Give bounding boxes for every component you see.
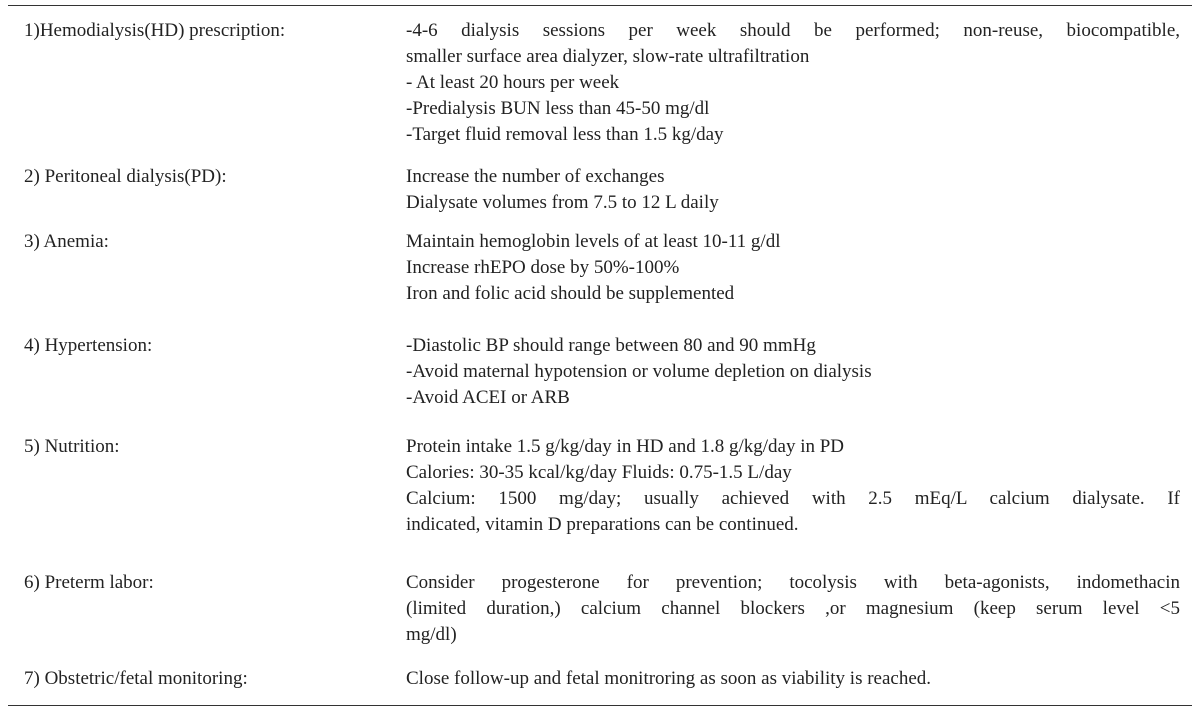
row-label: 3) Anemia: (24, 231, 109, 252)
row-line: (limited duration,) calcium channel blockers ,or magnesium (keep serum level <5 (406, 598, 1180, 619)
row-line: -4-6 dialysis sessions per week should be performed; non-reuse, biocompatible, (406, 20, 1180, 41)
row-line: -Predialysis BUN less than 45-50 mg/dl (406, 98, 710, 119)
row-line: smaller surface area dialyzer, slow-rate ultrafiltration (406, 46, 810, 67)
row-line: - At least 20 hours per week (406, 72, 620, 93)
row-label: 5) Nutrition: (24, 436, 120, 457)
row-content (406, 434, 1180, 538)
row-label: 1)Hemodialysis(HD) prescription: (24, 20, 286, 41)
row-line: Maintain hemoglobin levels of at least 10-11 g/dl (406, 231, 781, 252)
row-line: -Avoid maternal hypotension or volume depletion on dialysis (406, 361, 872, 382)
row-line: -Avoid ACEI or ARB (406, 387, 570, 408)
row-label: 2) Peritoneal dialysis(PD): (24, 166, 227, 187)
row-line: Calories: 30-35 kcal/kg/day Fluids: 0.75-1.5 L/day (406, 462, 792, 483)
row-line: -Diastolic BP should range between 80 and 90 mmHg (406, 335, 816, 356)
row-line: indicated, vitamin D preparations can be continued. (406, 514, 799, 535)
row-line: Increase the number of exchanges (406, 166, 665, 187)
row-label: 7) Obstetric/fetal monitoring: (24, 668, 248, 689)
row-label: 6) Preterm labor: (24, 572, 154, 593)
row-content (406, 666, 1180, 692)
row-content (406, 18, 1180, 148)
row-line: Close follow-up and fetal monitroring as soon as viability is reached. (406, 668, 932, 689)
row-line: Dialysate volumes from 7.5 to 12 L daily (406, 192, 719, 213)
row-content (406, 164, 1180, 216)
row-line: -Target fluid removal less than 1.5 kg/day (406, 124, 724, 145)
row-label: 4) Hypertension: (24, 335, 153, 356)
row-line: Increase rhEPO dose by 50%-100% (406, 257, 680, 278)
table-bottom-rule (8, 705, 1192, 706)
table-top-rule (8, 5, 1192, 6)
row-line: mg/dl) (406, 624, 457, 645)
row-content (406, 570, 1180, 648)
row-line: Iron and folic acid should be supplemented (406, 283, 735, 304)
row-line: Calcium: 1500 mg/day; usually achieved with 2.5 mEq/L calcium dialysate. If (406, 488, 1180, 509)
row-content (406, 229, 1180, 307)
row-line: Consider progesterone for prevention; tocolysis with beta-agonists, indomethacin (406, 572, 1180, 593)
row-line: Protein intake 1.5 g/kg/day in HD and 1.8 g/kg/day in PD (406, 436, 845, 457)
row-content (406, 333, 1180, 411)
